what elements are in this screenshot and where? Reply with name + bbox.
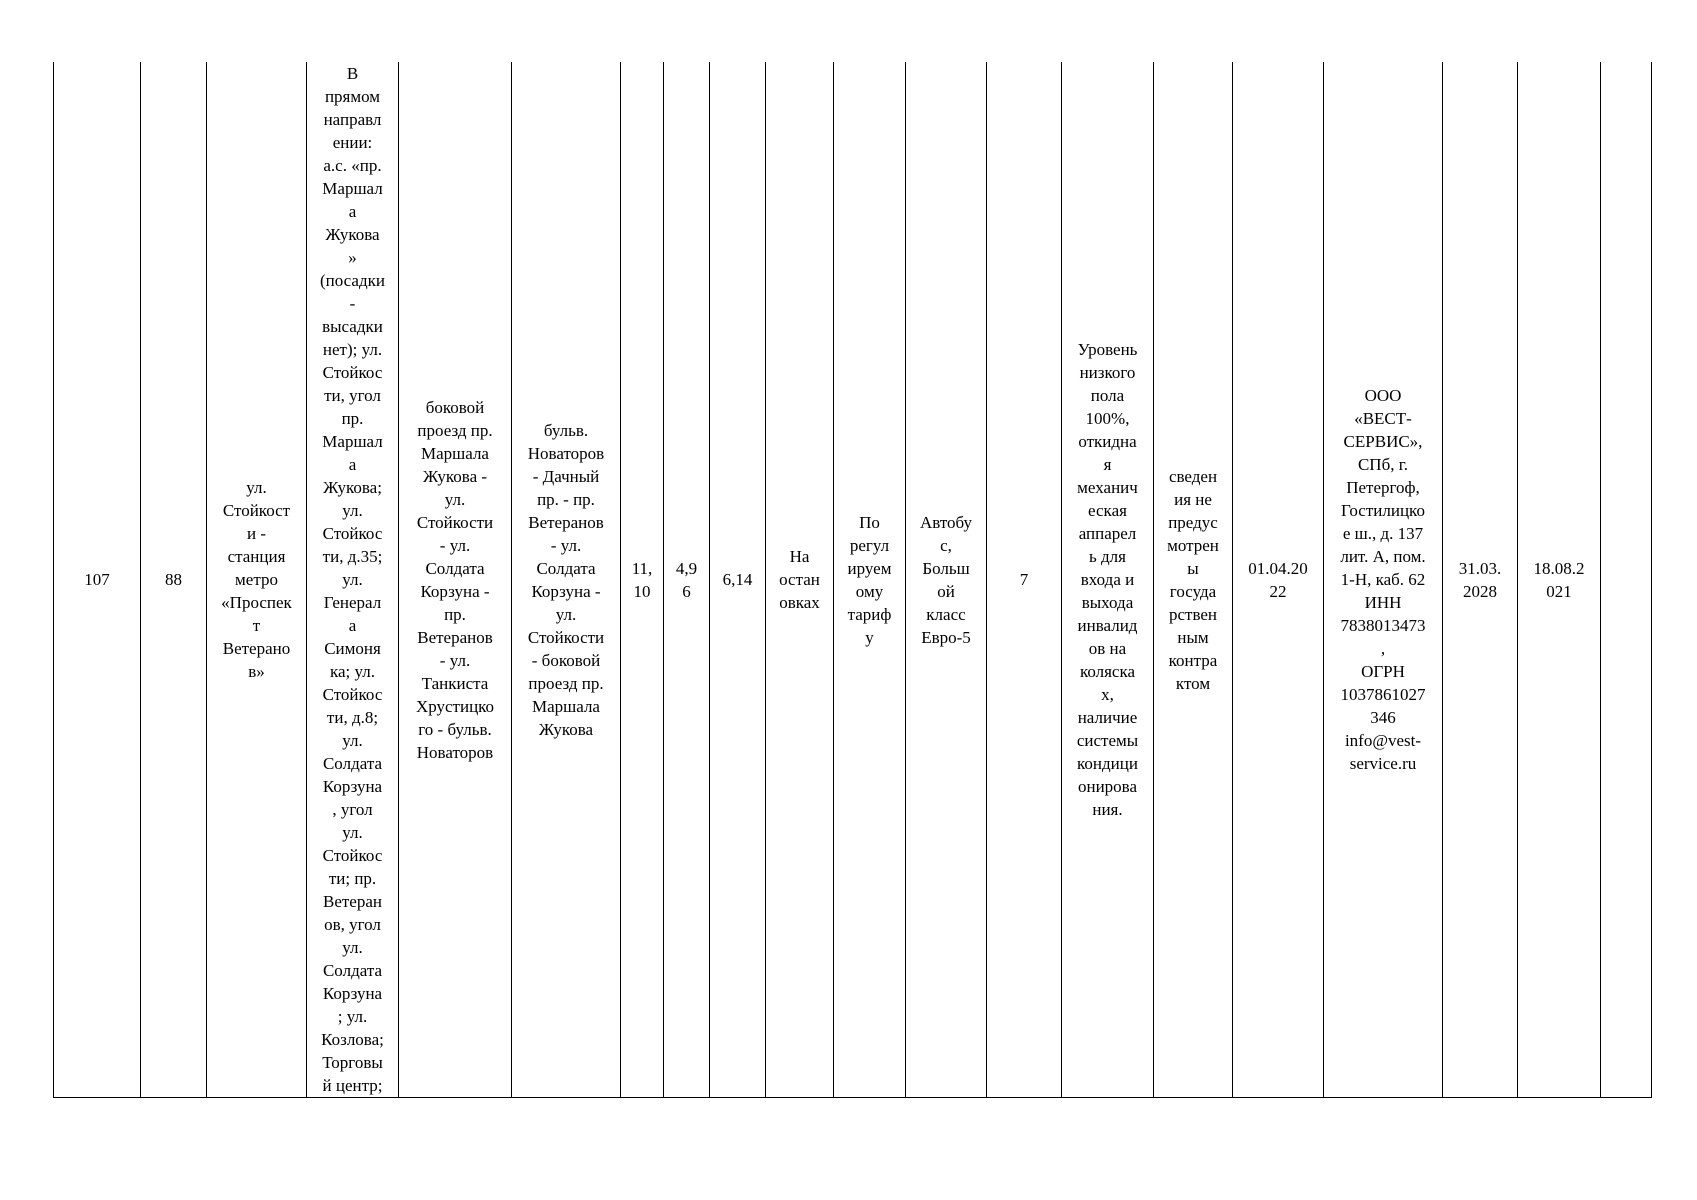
registry-number-cell: 107 [54, 62, 141, 1098]
length-backward-cell: 4,9 6 [664, 62, 710, 1098]
notes-cell [1601, 62, 1652, 1098]
table-row [54, 62, 1652, 1098]
length-forward-cell: 11, 10 [621, 62, 664, 1098]
boarding-order-cell: На остан овках [766, 62, 834, 1098]
length-total-cell: 6,14 [710, 62, 766, 1098]
vehicle-features-cell: Уровень низкого пола 100%, откидна я механич еская аппарел ь для входа и выхода инвалид ов на коляска х, наличие системы кондици онирова ния. [1062, 62, 1154, 1098]
tariff-cell: По регул ируем ому тариф у [834, 62, 906, 1098]
route-registry-table [53, 62, 1652, 1098]
route-number-cell: 88 [141, 62, 207, 1098]
stops-cell: В прямом направл ении: а.с. «пр. Маршал а Жукова » (посадки - высадки нет); ул. Стойкос ти, угол пр. Маршал а Жукова; ул. Стойкос ти, д.35; ул. Генерал а Симоня ка; ул. Стойкос ти, д.8; ул. Солдата Корзуна , угол ул. Стойкос ти; пр. Ветеран ов, угол ул. Солдата Корзуна ; ул. Козлова; Торговы й центр; [307, 62, 399, 1098]
contract-info-cell: сведен ия не предус мотрен ы госуда рствен ным контра ктом [1154, 62, 1233, 1098]
streets-forward-cell: боковой проезд пр. Маршала Жукова - ул. Стойкости - ул. Солдата Корзуна - пр. Ветеранов - ул. Танкиста Хрустицко го - бульв. Новаторов [399, 62, 512, 1098]
start-date-cell: 01.04.20 22 [1233, 62, 1324, 1098]
end-date-cell: 31.03. 2028 [1443, 62, 1518, 1098]
streets-backward-cell: бульв. Новаторов - Дачный пр. - пр. Ветеранов - ул. Солдата Корзуна - ул. Стойкости - боковой проезд пр. Маршала Жукова [512, 62, 621, 1098]
route-name-cell: ул. Стойкост и - станция метро «Проспек т Ветерано в» [207, 62, 307, 1098]
carrier-cell: ООО «ВЕСТ- СЕРВИС», СПб, г. Петергоф, Гостилицко е ш., д. 137 лит. А, пом. 1-Н, каб. 62 ИНН 7838013473 , ОГРН 1037861027 346 info@vest- service.ru [1324, 62, 1443, 1098]
established-date-cell: 18.08.2 021 [1518, 62, 1601, 1098]
vehicle-count-cell: 7 [987, 62, 1062, 1098]
vehicle-type-cell: Автобу с, Больш ой класс Евро-5 [906, 62, 987, 1098]
